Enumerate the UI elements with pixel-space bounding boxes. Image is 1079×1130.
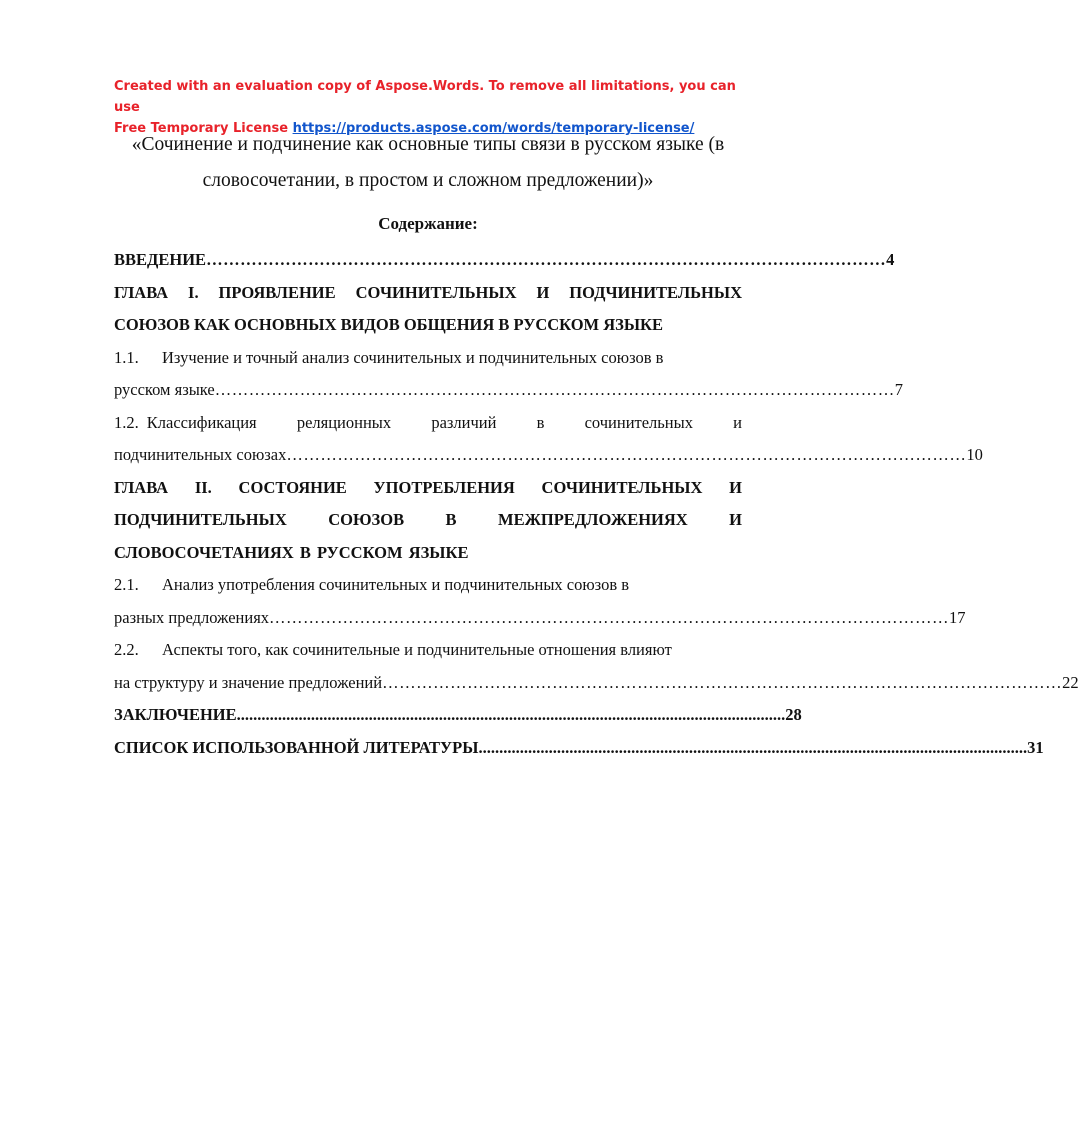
toc-entry-references (114, 732, 1044, 765)
watermark-license-label: Free Temporary License (114, 121, 289, 136)
toc-page-number: 7 (894, 380, 903, 399)
toc-entry-chapter-2: ГЛАВА II. СОСТОЯНИЕ УПОТРЕБЛЕНИЯ СОЧИНИТЕЛЬНЫХ И ПОДЧИНИТЕЛЬНЫХ СОЮЗОВ В МЕЖПРЕДЛОЖЕНИЯХ И СЛОВОСОЧЕТАНИЯХ В РУССКОМ ЯЗЫКЕ (114, 477, 742, 562)
watermark-line-1: Created with an evaluation copy of Aspose.Words. To remove all limitations, you can use (114, 79, 736, 115)
toc-entry-1-2-line-1 (114, 407, 742, 440)
toc-entry-2-1-line-1 (114, 569, 742, 602)
toc-dot-leader: ..................................................................................................................................... (236, 705, 786, 724)
toc-dot-leader: ………………………………………………………………………………………………………… (286, 445, 967, 464)
toc-page-number: 4 (886, 250, 895, 269)
temporary-license-link[interactable]: https://products.aspose.com/words/temporary-license/ (292, 121, 695, 136)
toc-entry-1-1-line-1 (114, 342, 742, 375)
document-title: «Сочинение и подчинение как основные типы связи в русском языке (в словосочетании, в простом и сложном предложении)» (131, 134, 725, 191)
toc-entry-conclusion (114, 699, 802, 732)
toc-entry-text: русском языке (114, 380, 215, 399)
toc-page-number: 22 (1062, 672, 1079, 692)
toc-dot-leader: ..................................................................................................................................... (478, 737, 1028, 757)
toc-entry-text: ВВЕДЕНИЕ (114, 250, 207, 269)
toc-dot-leader: ………………………………………………………………………………………………………… (382, 672, 1063, 692)
toc-entry-2-2-line-1 (114, 634, 742, 667)
toc-entry-text: ЗАКЛЮЧЕНИЕ (114, 705, 237, 724)
toc-section-number: 2.1. (114, 575, 139, 594)
toc-section-number: 2.2. (114, 640, 139, 659)
toc-entry-2-1-line-2 (114, 602, 966, 635)
toc-page-number: 10 (966, 445, 983, 464)
toc-entry-2-2-line-2 (114, 667, 1079, 700)
toc-entry-text: Классификация реляционных различий в сочинительных и (146, 412, 742, 432)
toc-page-number: 17 (949, 607, 966, 627)
toc-entry-text: Изучение и точный анализ сочинительных и подчинительных союзов в (162, 347, 664, 367)
toc-entry-chapter-1: ГЛАВА I. ПРОЯВЛЕНИЕ СОЧИНИТЕЛЬНЫХ И ПОДЧИНИТЕЛЬНЫХ СОЮЗОВ КАК ОСНОВНЫХ ВИДОВ ОБЩЕНИЯ В РУССКОМ ЯЗЫКЕ (114, 282, 742, 334)
toc-entry-text: на структуру и значение предложений (114, 672, 383, 692)
toc-entry-1-2-line-2 (114, 439, 983, 472)
toc-section-number: 1.1. (114, 347, 139, 367)
toc-section-number: 1.2. (114, 412, 139, 432)
toc-page-number: 28 (785, 705, 802, 724)
toc-entry-text: Анализ употребления сочинительных и подчинительных союзов в (162, 575, 630, 594)
toc-entry-text: СПИСОК ИСПОЛЬЗОВАННОЙ ЛИТЕРАТУРЫ (114, 737, 479, 757)
toc-dot-leader: ………………………………………………………………………………………………………… (269, 607, 950, 627)
toc-page-number: 31 (1027, 737, 1044, 757)
table-of-contents (114, 244, 1079, 764)
toc-entry-text: Аспекты того, как сочинительные и подчинительные отношения влияют (162, 640, 672, 659)
toc-dot-leader: ………………………………………………………………………………………………………… (214, 380, 895, 399)
toc-entry-1-1-line-2 (114, 374, 903, 407)
toc-entry-text: подчинительных союзах (114, 445, 287, 464)
toc-entry-introduction (114, 244, 895, 277)
toc-entry-text: разных предложениях (114, 607, 270, 627)
toc-dot-leader: ………………………………………………………………………………………………………… (206, 250, 887, 269)
toc-heading: Содержание: (378, 214, 478, 233)
